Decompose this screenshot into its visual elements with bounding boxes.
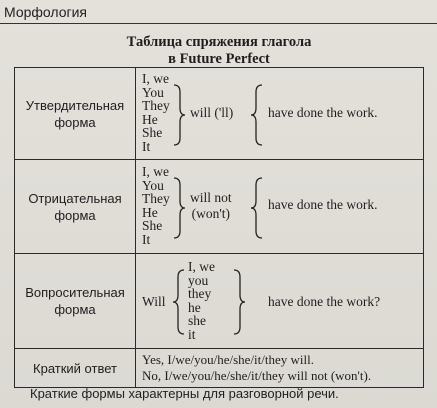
- right-curly-brace: [172, 177, 186, 239]
- pronoun: It: [142, 231, 151, 247]
- pronoun: you: [188, 272, 209, 288]
- auxiliary-verb: [190, 190, 232, 222]
- pronoun: I, we: [188, 259, 215, 274]
- row-label-line: Утвердительная: [25, 97, 125, 113]
- row-label-line: форма: [54, 114, 96, 130]
- pronoun: They: [142, 191, 170, 207]
- row-label: Краткий ответ: [15, 349, 136, 388]
- table-title-line-2: в Future Perfect: [168, 51, 270, 67]
- table-row-affirmative: [15, 68, 424, 160]
- pronoun: You: [142, 84, 164, 100]
- pronoun-list: [142, 165, 170, 247]
- auxiliary-verb: will ('ll): [190, 105, 234, 120]
- auxiliary-line: (won't): [191, 206, 231, 221]
- main-verb-phrase: have done the work.: [268, 197, 378, 212]
- right-curly-brace: [232, 269, 246, 335]
- table-title: [14, 34, 424, 68]
- right-curly-brace: [172, 84, 186, 146]
- pronoun: It: [142, 138, 151, 154]
- row-label-line: форма: [54, 302, 96, 317]
- table-row-interrogative: [15, 254, 424, 349]
- pronoun: You: [142, 177, 164, 193]
- pronoun: I, we: [142, 164, 169, 179]
- short-answer-list: [142, 352, 371, 384]
- table-row-negative: [15, 160, 424, 254]
- table-title-line-1: Таблица спряжения глагола: [126, 34, 312, 50]
- left-curly-brace: [250, 84, 264, 146]
- page-header: [0, 0, 437, 26]
- left-curly-brace: [172, 269, 186, 335]
- pronoun: he: [188, 299, 201, 315]
- conjugation-table: [14, 67, 424, 388]
- section-title: Морфология: [4, 4, 88, 20]
- pronoun: she: [188, 313, 206, 329]
- main-verb-phrase: have done the work?: [268, 294, 381, 309]
- pronoun-list: [188, 260, 215, 342]
- pronoun-list: [142, 72, 170, 154]
- pronoun: I, we: [142, 71, 169, 86]
- pronoun: They: [142, 98, 170, 114]
- pronoun: He: [142, 204, 158, 220]
- pronoun: She: [142, 125, 163, 141]
- row-label: [15, 254, 136, 349]
- row-label-line: форма: [54, 207, 96, 223]
- auxiliary-verb: Will: [142, 294, 166, 309]
- pronoun: He: [142, 111, 158, 127]
- row-content: [136, 349, 424, 388]
- header-divider: [0, 23, 437, 24]
- row-label-line: Вопросительная: [25, 285, 125, 300]
- row-label-line: Отрицательная: [28, 190, 122, 206]
- short-answer-yes: Yes, I/we/you/he/she/it/they will.: [142, 352, 315, 367]
- left-curly-brace: [250, 177, 264, 239]
- footnote: Краткие формы характерны для разговорной речи.: [30, 386, 339, 401]
- pronoun: it: [188, 326, 196, 342]
- auxiliary-line: will not: [190, 190, 232, 205]
- row-content: [136, 160, 424, 254]
- row-content: [136, 254, 424, 349]
- main-verb-phrase: have done the work.: [268, 105, 378, 120]
- pronoun: they: [188, 286, 212, 302]
- table-row-short-answer: [15, 349, 424, 388]
- pronoun: She: [142, 218, 163, 234]
- short-answer-no: No, I/we/you/he/she/it/they will not (won't).: [142, 368, 372, 383]
- row-label: [15, 68, 136, 160]
- row-label: [15, 160, 136, 254]
- row-content: [136, 68, 424, 160]
